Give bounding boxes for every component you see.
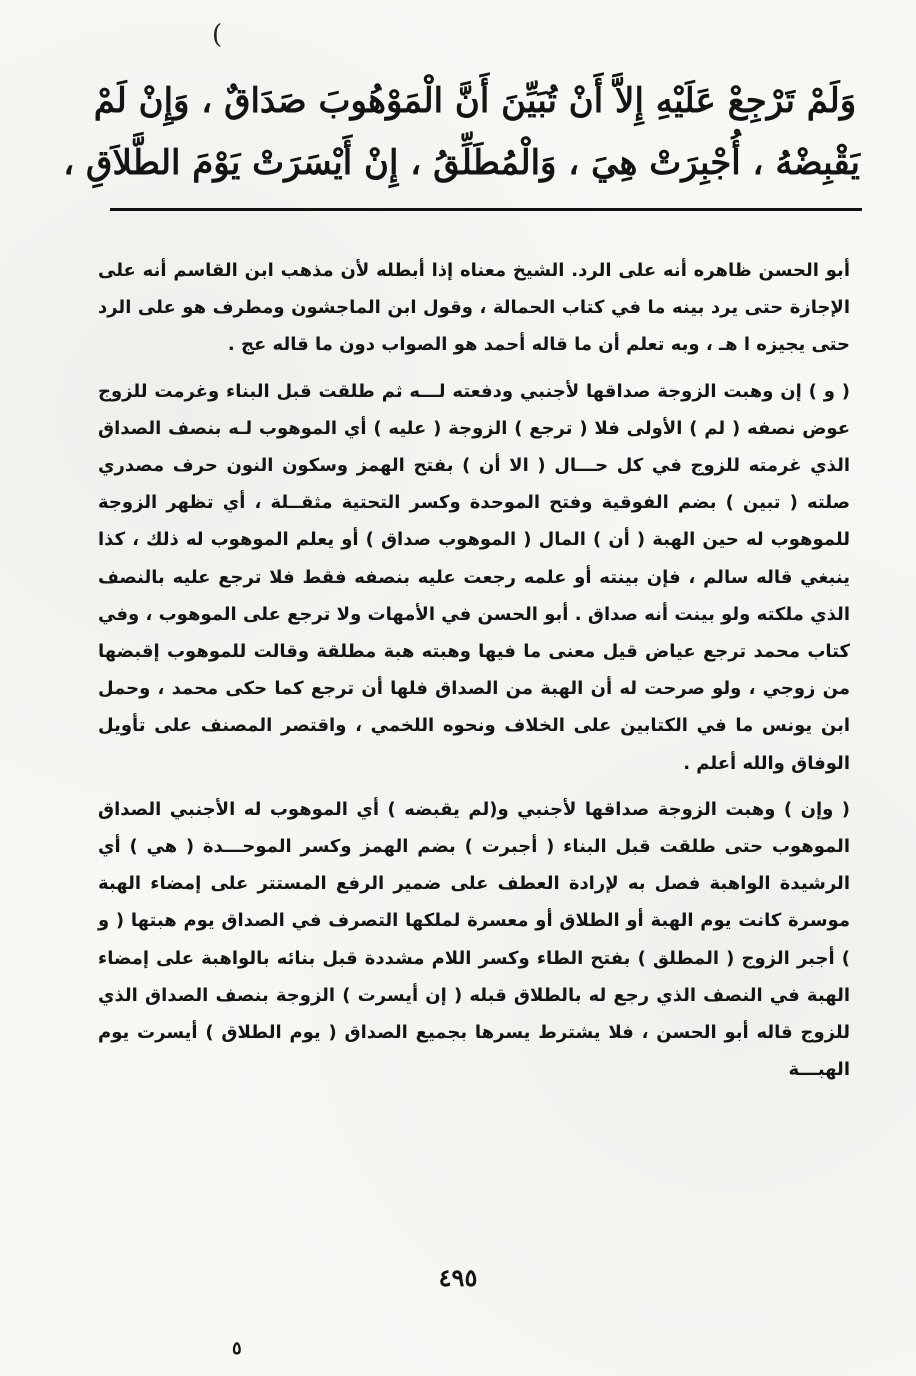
commentary-text <box>98 252 850 1088</box>
signature-mark: ٥ <box>232 1338 242 1359</box>
commentary-paragraph-2: ( و ) إن وهبت الزوجة صداقها لأجنبي ودفعته لـــه ثم طلقت قبل البناء وغرمت للزوج عوض نصفه ( لم ) الأولى فلا ( ترجع ) الزوجة ( عليه ) أي الموهوب لـه بنصف الصداق الذي غرمته للزوج في كل حـــال ( الا أن ) بفتح الهمز وسكون النون حرف مصدري صلته ( تبين ) بضم الفوقية وفتح الموحدة وكسر التحتية مثقــلة ، أي تظهر الزوجة للموهوب له حين الهبة ( أن ) المال ( الموهوب صداق ) أو يعلم الموهوب له ذلك ، كذا ينبغي قاله سالم ، فإن بينته أو علمه رجعت عليه بنصفه فقط فلا ترجع عليه بالنصف الذي ملكته ولو بينت أنه صداق . أبو الحسن في الأمهات ولا ترجع على الموهوب ، وفي كتاب محمد ترجع عياض قيل معنى ما فيها وهبته هبة مطلقة وقالت للموهوب إقبضها من زوجي ، ولو صرحت له أن الهبة من الصداق فلها أن ترجع كما حكى محمد ، وحمل ابن يونس ما في الكتابين على الخلاف ونحوه اللخمي ، واقتصر المصنف على تأويل الوفاق والله أعلم . <box>98 380 850 774</box>
matn-line-2: يَقْبِضْهُ ، أُجْبِرَتْ هِيَ ، وَالْمُطَلِّقُ ، إِنْ أَيْسَرَتْ يَوْمَ الطَّلاَقِ ، <box>63 143 860 183</box>
matn-line-1: وَلَمْ تَرْجِعْ عَلَيْهِ إِلاَّ أَنْ تُبَيِّنَ أَنَّ الْمَوْهُوبَ صَدَاقٌ ، وَإِنْ لَمْ <box>93 81 857 121</box>
margin-bracket-mark: ( <box>212 20 223 50</box>
page-number: ٤٩٥ <box>438 1263 478 1292</box>
commentary-paragraph-1: أبو الحسن ظاهره أنه على الرد. الشيخ معناه إذا أبطله لأن مذهب ابن القاسم أنه على الإجازة حتى يرد بينه ما في كتاب الحمالة ، وقول ابن الماجشون ومطرف هو على الرد حتى يجيزه ا هـ ، وبه تعلم أن ما قاله أحمد هو الصواب دون ما قاله عج . <box>98 260 850 356</box>
section-divider-rule <box>110 208 862 211</box>
matn-verse-text <box>63 70 860 194</box>
commentary-paragraph-3: ( وإن ) وهبت الزوجة صداقها لأجنبي و(لم يقبضه ) أي الموهوب له الأجنبي الصداق الموهوب حتى طلقت قبل البناء ( أجبرت ) بضم الهمز وكسر الموحـــدة ( هي ) أي الرشيدة الواهبة فصل به لإرادة العطف على ضمير الرفع المستتر على إمضاء الهبة موسرة كانت يوم الهبة أو الطلاق أو معسرة لملكها التصرف في الصداق يوم هبتها ( و ) أجبر الزوج ( المطلق ) بفتح الطاء وكسر اللام مشددة قبل بنائه بالواهبة على إمضاء الهبة في النصف الذي رجع له بالطلاق قبله ( إن أيسرت ) الزوجة بنصف الصداق الذي للزوج قاله أبو الحسن ، فلا يشترط يسرها بجميع الصداق ( يوم الطلاق ) أيسرت يوم الهبـــة <box>98 798 850 1081</box>
